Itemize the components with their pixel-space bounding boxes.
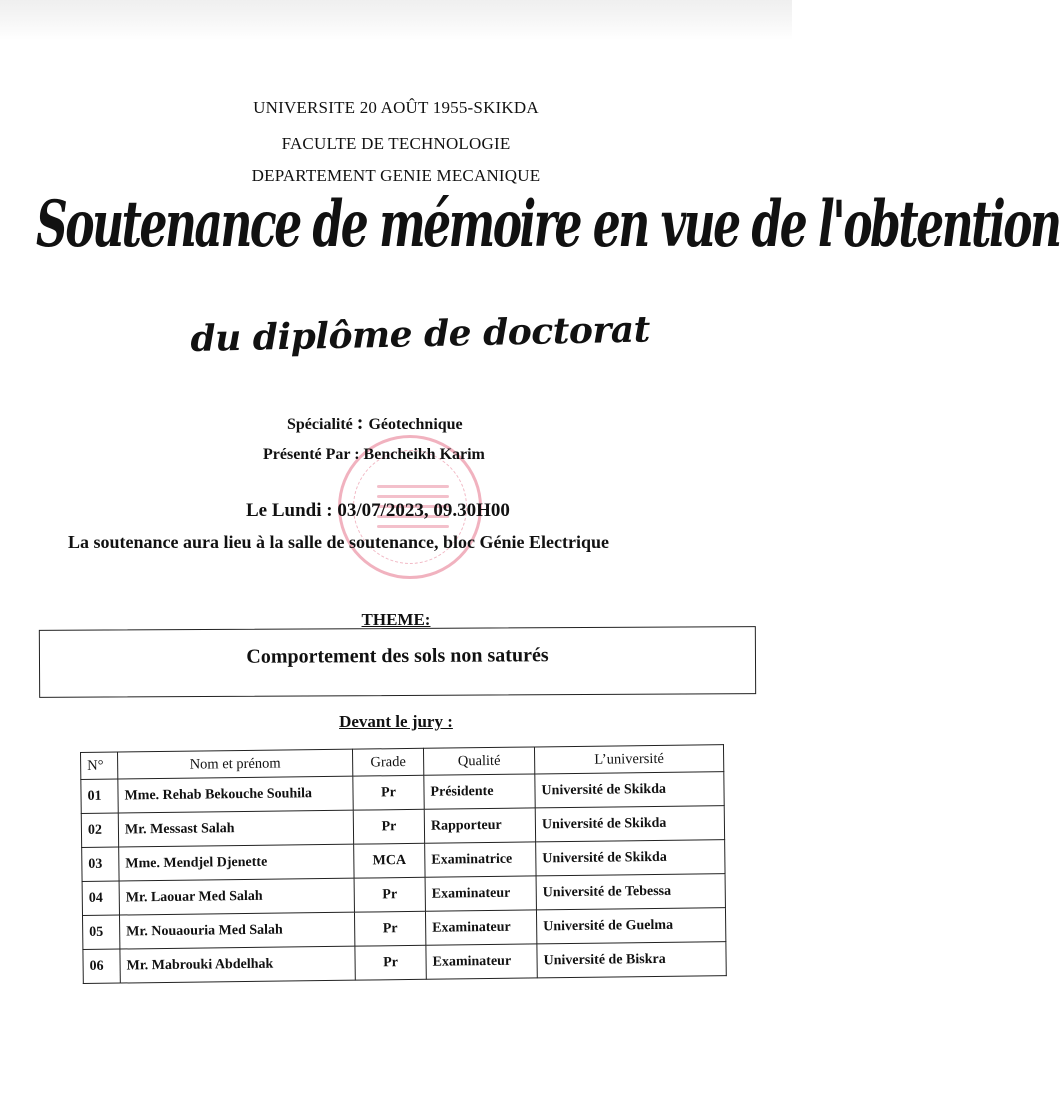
- specialite-line: Spécialité : Géotechnique: [287, 412, 463, 434]
- location-text: La soutenance aura lieu à la salle de soutenance, bloc Génie Electrique: [68, 532, 609, 552]
- page-title: Soutenance de mémoire en vue de l'obtention: [36, 188, 1060, 262]
- theme-label: THEME:: [361, 610, 431, 629]
- member-grade: MCA: [354, 843, 425, 878]
- page-subtitle: du diplôme de doctorat: [190, 308, 651, 360]
- member-name: Mme. Mendjel Djenette: [119, 844, 354, 881]
- date-line: Le Lundi : 03/07/2023, 09.30H00: [246, 500, 510, 521]
- member-grade: Pr: [353, 775, 424, 810]
- member-grade: Pr: [355, 945, 426, 980]
- column-header-university: L’université: [534, 745, 723, 774]
- jury-table-container: [80, 744, 727, 984]
- member-name: Mr. Mabrouki Abdelhak: [120, 946, 355, 983]
- column-header-number: N°: [81, 752, 118, 779]
- member-name: Mr. Laouar Med Salah: [119, 878, 354, 915]
- theme-box: [39, 626, 756, 698]
- member-quality: Examinatrice: [425, 842, 536, 877]
- theme-value: Comportement des sols non saturés: [246, 643, 549, 668]
- member-quality: Présidente: [424, 774, 535, 809]
- member-university: Université de Skikda: [536, 840, 725, 876]
- row-number: 04: [82, 881, 119, 915]
- member-name: Mr. Messast Salah: [118, 810, 353, 847]
- member-university: Université de Tebessa: [536, 874, 725, 910]
- member-quality: Examinateur: [425, 876, 536, 911]
- row-number: 05: [82, 915, 119, 949]
- member-university: Université de Guelma: [536, 908, 725, 944]
- column-header-quality: Qualité: [423, 747, 534, 775]
- member-quality: Rapporteur: [424, 808, 535, 843]
- row-number: 02: [81, 813, 118, 847]
- member-quality: Examinateur: [425, 910, 536, 945]
- presente-label: Présenté Par: [263, 446, 351, 463]
- scan-shadow: [0, 0, 792, 40]
- row-number: 03: [82, 847, 119, 881]
- specialite-value: Géotechnique: [368, 416, 463, 433]
- table-row: [83, 942, 726, 984]
- date-label: Le Lundi: [246, 500, 322, 521]
- member-university: Université de Skikda: [535, 806, 724, 842]
- member-grade: Pr: [353, 809, 424, 844]
- member-university: Université de Skikda: [535, 772, 724, 808]
- specialite-label: Spécialité: [287, 416, 353, 433]
- member-university: Université de Biskra: [537, 942, 726, 978]
- department-name: DEPARTEMENT GENIE MECANIQUE: [251, 166, 541, 185]
- member-name: Mme. Rehab Bekouche Souhila: [118, 776, 353, 813]
- jury-table: [80, 744, 727, 984]
- row-number: 01: [81, 779, 118, 813]
- university-name: UNIVERSITE 20 AOÛT 1955-SKIKDA: [253, 98, 539, 117]
- presente-line: Présenté Par : Bencheikh Karim: [263, 446, 485, 463]
- presente-value: Bencheikh Karim: [363, 446, 485, 463]
- column-header-grade: Grade: [352, 748, 423, 776]
- date-value: 03/07/2023, 09.30H00: [337, 500, 510, 521]
- faculty-name: FACULTE DE TECHNOLOGIE: [281, 134, 511, 153]
- member-name: Mr. Nouaouria Med Salah: [119, 912, 354, 949]
- jury-label: Devant le jury :: [339, 712, 453, 731]
- member-grade: Pr: [354, 911, 425, 946]
- member-quality: Examinateur: [426, 944, 537, 979]
- member-grade: Pr: [354, 877, 425, 912]
- row-number: 06: [83, 949, 120, 983]
- column-header-name: Nom et prénom: [118, 749, 353, 779]
